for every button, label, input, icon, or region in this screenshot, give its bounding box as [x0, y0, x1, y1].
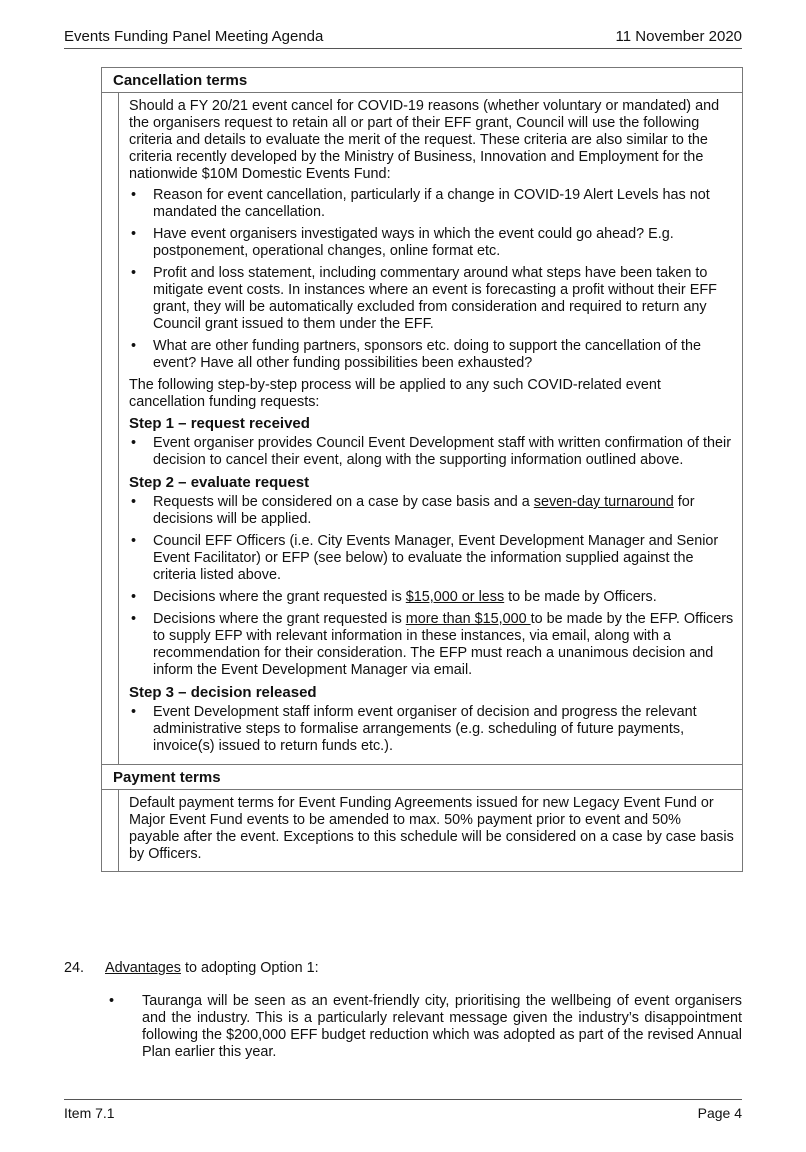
- page-footer: [64, 1099, 742, 1124]
- step2-item-threshold-low: [129, 589, 734, 606]
- item-24-bullet-text: Tauranga will be seen as an event-friendly city, prioritising the wellbeing of event organisers and the industry. This is a particularly relevant message given the industry’s disappointment following the $200,000 EFF budget reduction which was adopted as part of the revised Annual Plan earlier this year.: [142, 993, 742, 1060]
- footer-page: Page 4: [697, 1105, 742, 1121]
- item-24: [64, 960, 742, 1061]
- payment-text: Default payment terms for Event Funding Agreements issued for new Legacy Event Fund or Major Event Fund events to be amended to max. 50% payment prior to event and 50% payable after the event. Exceptions to this schedule will be considered on a case by case basis by Officers.: [129, 795, 734, 862]
- step3-title: Step 3 – decision released: [129, 684, 317, 701]
- item-24-bullet: [64, 993, 742, 1061]
- advantages-label: Advantages: [105, 960, 182, 976]
- step3-item: • Event Development staff inform event organiser of decision and progress the relevant administrative steps to formalise arrangements (e.g. scheduling of future payments, invoice(s) issued to return funds etc.).: [129, 704, 734, 755]
- step2-b1-pre: Requests will be considered on a case by case basis and a: [153, 494, 534, 510]
- footer-item: Item 7.1: [64, 1105, 115, 1121]
- criteria-item: • Reason for event cancellation, particularly if a change in COVID-19 Alert Levels has not mandated the cancellation.: [129, 187, 734, 221]
- step2-item-officers: • Council EFF Officers (i.e. City Events Manager, Event Development Manager and Senior Event Facilitator) or EFP (see below) to evaluate the information supplied against the criteria listed above.: [129, 533, 734, 584]
- step1-title: Step 1 – request received: [129, 415, 310, 432]
- step2-b1-post: for decisions will be applied.: [153, 494, 695, 527]
- step1-list: [129, 435, 734, 469]
- payment-title: Payment terms: [102, 764, 742, 790]
- item-24-number: 24.: [64, 960, 85, 976]
- step2-b3-post: to be made by Officers.: [504, 589, 657, 605]
- item-24-intro: [105, 960, 742, 977]
- step2-item-threshold-high: [129, 611, 734, 679]
- step2-b4-post: to be made by the EFP. Officers to supply EFP with relevant information in these instances, via email, along with a recommendation for their consideration. The EFP must reach a unanimous decision and inform the Event Development Manager via email.: [153, 611, 734, 678]
- step2-b4-pre: Decisions where the grant requested is: [153, 611, 406, 627]
- cancellation-section: [102, 68, 742, 764]
- cancellation-intro: Should a FY 20/21 event cancel for COVID-19 reasons (whether voluntary or mandated) and the organisers request to retain all or part of their EFF grant, Council will use the following criteria and details to evaluate the merit of the request. These criteria are also similar to the criteria recently developed by the Ministry of Business, Innovation and Employment for the nationwide $10M Domestic Events Fund:: [129, 98, 720, 182]
- seven-day-turnaround: seven-day turnaround: [533, 494, 674, 510]
- criteria-item: • Have event organisers investigated ways in which the event could go ahead? E.g. postponement, operational changes, online format etc.: [129, 226, 734, 260]
- step3-list: [129, 704, 734, 755]
- header-title: Events Funding Panel Meeting Agenda: [64, 28, 324, 45]
- criteria-item: • Profit and loss statement, including commentary around what steps have been taken to mitigate event costs. In instances where an event is forecasting a profit without their EFF grant, they will be automatically excluded from consideration and required to return any Council grant issued to them under the EFF.: [129, 265, 734, 333]
- step2-item-turnaround: [129, 494, 734, 528]
- step2-b3-pre: Decisions where the grant requested is: [153, 589, 406, 605]
- step2-list: [129, 494, 734, 679]
- criteria-item: • What are other funding partners, sponsors etc. doing to support the cancellation of the event? Have all other funding possibilities been exhausted?: [129, 338, 734, 372]
- item-24-label-rest: to adopting Option 1:: [181, 960, 319, 976]
- threshold-15000-or-less: $15,000 or less: [405, 589, 505, 605]
- threshold-more-than-15000: more than $15,000: [405, 611, 531, 627]
- bullet-glyph: •: [109, 993, 115, 1009]
- cancellation-body: [118, 93, 742, 764]
- criteria-list: [129, 187, 734, 372]
- process-intro: The following step-by-step process will be applied to any such COVID-related event cancellation funding requests:: [129, 377, 661, 410]
- payment-section: [102, 764, 742, 871]
- terms-table: [101, 67, 743, 872]
- step1-item: • Event organiser provides Council Event Development staff with written confirmation of their decision to cancel their event, along with the supporting information outlined above.: [129, 435, 734, 469]
- header-date: 11 November 2020: [615, 28, 742, 45]
- step2-title: Step 2 – evaluate request: [129, 474, 310, 491]
- page-header: [64, 26, 742, 49]
- cancellation-title: Cancellation terms: [102, 68, 742, 93]
- payment-body: [118, 790, 742, 871]
